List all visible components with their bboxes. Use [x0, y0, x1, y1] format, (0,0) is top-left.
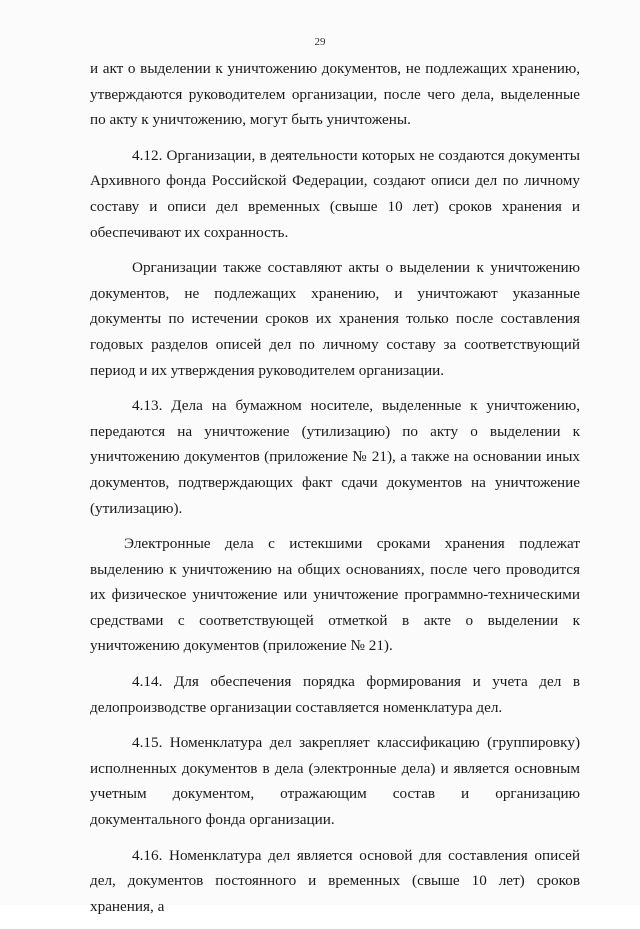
paragraph-electronic-files: Электронные дела с истекшими сроками хранения подлежат выделению к уничтожению на общих основаниях, после чего проводится их физическое уничтожение или уничтожение программно-техническими средствами с соответствующей отметкой в акте о выделении к уничтожению документов (приложение № 21). — [90, 535, 580, 655]
paragraph-continuation: и акт о выделении к уничтожению документов, не подлежащих хранению, утверждаются руководителем организации, после чего дела, выделенные по акту к уничтожению, могут быть уничтожены. — [90, 60, 580, 129]
paragraph-4-16: 4.16. Номенклатура дел является основой для составления описей дел, документов постоянного и временных (свыше 10 лет) сроков хранения, а — [90, 846, 580, 915]
document-body — [90, 56, 580, 929]
page-number: 29 — [314, 36, 326, 48]
paragraph-4-15: 4.15. Номенклатура дел закрепляет классификацию (группировку) исполненных документов в дела (электронные дела) и является основным учетным документом, отражающим состав и организацию документального фонда организации. — [90, 734, 580, 829]
paragraph-organizations-acts: Организации также составляют акты о выделении к уничтожению документов, не подлежащих хранению, и уничтожают указанные документы по истечении сроков их хранения только после составления годовых разделов описей дел по личному составу за соответствующий период и их утверждения руководителем организации. — [90, 259, 580, 379]
paragraph-4-14: 4.14. Для обеспечения порядка формирования и учета дел в делопроизводстве организации составляется номенклатура дел. — [90, 673, 580, 716]
paragraph-4-13: 4.13. Дела на бумажном носителе, выделенные к уничтожению, передаются на уничтожение (утилизацию) по акту о выделении к уничтожению документов (приложение № 21), а также на основании иных документов, подтверждающих факт сдачи документов на уничтожение (утилизацию). — [90, 397, 580, 517]
paragraph-4-12: 4.12. Организации, в деятельности которых не создаются документы Архивного фонда Российской Федерации, создают описи дел по личному составу и описи дел временных (свыше 10 лет) сроков хранения и обеспечивают их сохранность. — [90, 146, 580, 241]
